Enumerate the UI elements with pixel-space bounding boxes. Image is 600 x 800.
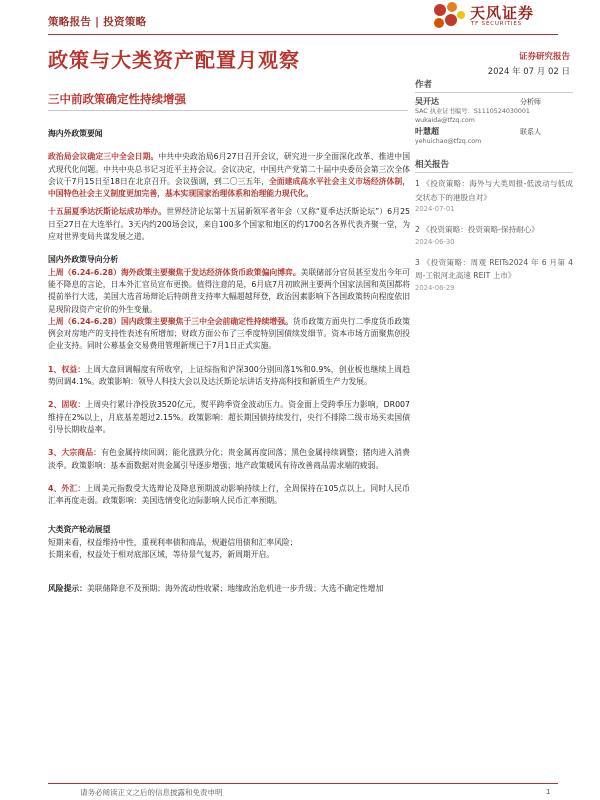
rotation-long-term: 长期来看，权益处于相对底部区域，等待景气复苏，新周期开启。 [48, 550, 275, 560]
related-report-item[interactable] [415, 256, 573, 294]
breadcrumb: 策略报告 | 投资策略 [48, 16, 147, 28]
paragraph-lead: 上周（6.24-6.28）海外政策主要聚焦于发达经济体货币政策偏向博弈。 [48, 267, 301, 277]
author-role: 联系人 [520, 128, 541, 136]
related-report-item[interactable] [415, 223, 573, 248]
paragraph-lead: 政治局会议确定三中全会日期。 [48, 152, 159, 162]
related-report-date: 2024-07-01 [415, 205, 455, 213]
asset-item-commodity [48, 447, 410, 472]
footer-divider [48, 783, 558, 784]
asset-item-equity [48, 364, 410, 389]
author-role: 分析师 [520, 98, 541, 106]
report-type: 证券研究报告 [518, 52, 570, 62]
section-heading-rotation: 大类资产轮动展望 [48, 525, 111, 535]
paragraph-domestic-policy [48, 316, 410, 353]
asset-item-fixed-income [48, 399, 410, 436]
subtitle-divider [48, 110, 408, 111]
paragraph-politburo [48, 151, 410, 200]
asset-item-text: 上周央行累计净投放3520亿元，熨平跨季资金波动压力。资金面上受跨季压力影响，DR007维持在2%以上，月底基差超过2.15%。政策影响：超长期国债持续发行，央行不排除二级市场买卖国债引导长期收益率。 [48, 400, 410, 434]
author-card [415, 127, 573, 146]
risk-label: 风险提示： [48, 584, 87, 594]
authors-heading: 作者 [415, 80, 573, 93]
section-heading-overseas: 海内外政策要闻 [48, 129, 103, 138]
paragraph-lead: 十五届夏季达沃斯论坛成功举办。 [48, 207, 167, 217]
author-name: 叶慧超 [415, 127, 439, 136]
author-cert: SAC 执业证书编号：S1110524030001 [415, 108, 530, 115]
author-email[interactable]: yehuichao@tfzq.com [415, 138, 482, 145]
related-report-title[interactable]: 3 《投资策略：周观 REITs2024 年 6 月第 4 周-工银河北高速 REIT 上市》 [415, 257, 573, 280]
page-number: 1 [546, 788, 551, 796]
related-report-date: 2024-06-29 [415, 283, 455, 292]
asset-item-label: 1、权益： [48, 364, 86, 374]
logo-text: 天风证券 [470, 4, 535, 22]
main-content [48, 128, 410, 596]
brand-logo [430, 0, 560, 32]
paragraph-lead: 上周（6.24-6.28）国内政策主要聚焦于三中全会前确定性持续增强。 [48, 316, 293, 326]
related-report-item[interactable] [415, 177, 573, 215]
sidebar [415, 80, 573, 302]
related-report-title[interactable]: 1 《投资策略：海外与大类周报-低波动与低成交状态下的港股自对》 [415, 179, 573, 202]
asset-item-label: 4、外汇： [48, 483, 86, 493]
report-date: 2024 年 07 月 02 日 [487, 67, 570, 77]
asset-item-label: 3、大宗商品： [48, 448, 102, 458]
related-reports-heading: 相关报告 [415, 160, 573, 173]
footer-disclaimer: 请务必阅读正文之后的信息披露和免责申明 [80, 788, 223, 797]
rotation-short-term: 短期来看，权益维持中性，重视利率债和商品，规避信用债和汇率风险； [48, 537, 298, 547]
asset-item-text: 上周美元指数受大选辩论及降息预期波动影响持续上行，全周保持在105点以上。同时人民币汇率再度走弱。政策影响：美国选情变化边际影响人民币汇率预期。 [48, 483, 410, 506]
author-card [415, 97, 573, 125]
risk-text: 美联储降息不及预期；海外流动性收紧；地缘政治危机进一步升级；大选不确定性增加 [86, 584, 384, 594]
author-email[interactable]: wukaida@tfzq.com [415, 117, 475, 124]
paragraph-text: 中共中央政治局6月27日召开会议，研究进一步全面深化改革、推进中国式现代化问题。中共中央总书记习近平主持会议。会议决定，中国共产党第二十届中央委员会第三次全体会议于7月15日至18日在北京召开。会议强调，到二〇三五年， [48, 152, 410, 186]
related-report-title[interactable]: 2 《投资策略：投资策略-保持耐心》 [415, 225, 539, 234]
paragraph-text: 世界经济论坛第十五届新领军者年会（又称“夏季达沃斯论坛”）6月25日至27日在大连举行。3天内约200场会议，来自100多个国家和地区的约1700名各界代表齐聚一堂，为应对世界变局共谋发展之道。 [48, 207, 410, 242]
related-report-date: 2024-06-30 [415, 237, 455, 246]
section-heading-domestic: 国内外政策导向分析 [48, 255, 119, 265]
paragraph-text: 美联储部分官员甚至发出今年可能不降息的言论，日本外汇官员宣布更换。值得注意的是，6月底7月初欧洲主要两个国家法国和英国都将提前举行大选，美国大选首场辩论后特朗普支持率大幅超越拜登，政治因素影响下各国政策转向程度依旧是现阶段资产定价的外生变量。 [48, 267, 410, 314]
paragraph-bold: 全面建成高水平社会主义市场经济体制，中国特色社会主义制度更加完善，基本实现国家治理体系和治理能力现代化。 [48, 176, 410, 199]
risk-warning [48, 583, 410, 595]
logo-mark-icon [430, 0, 468, 32]
asset-item-text: 上周大盘回调幅度有所收窄，上证综指和沪深300分别回落1%和0.9%，创业板也继续上周趋势回调4.1%。政策影响：领导人科技大会以及达沃斯论坛讲话支持高科技和新质生产力发展。 [48, 364, 410, 387]
paragraph-davos [48, 206, 410, 243]
report-title: 政策与大类资产配置月观察 [48, 48, 300, 72]
report-subtitle: 三中前政策确定性持续增强 [48, 92, 186, 106]
paragraph-overseas-policy [48, 267, 410, 316]
header-divider [48, 34, 558, 35]
logo-subtext: TF SECURITIES [471, 21, 522, 27]
author-name: 吴开达 [415, 97, 439, 106]
paragraph-text: 货币政策方面央行二季度货币政策例会对房地产的支持性表述有所增加；财政方面公布了三季度特别国债续发细节。资本市场方面聚焦创投企业支持。同时公募基金交易费用管理新规已于7月1日正式实施。 [48, 316, 410, 351]
asset-item-label: 2、固收： [48, 400, 86, 410]
asset-item-text: 有色金属持续回调；能化涨跌分化；贵金属再度回落；黑色金属持续调整；猪肉进入消费淡季。政策影响：基本面数据对贵金属引导逐步增强；地产政策暖风有待改善商品需求端的疲弱。 [48, 448, 410, 470]
asset-item-fx [48, 483, 410, 508]
